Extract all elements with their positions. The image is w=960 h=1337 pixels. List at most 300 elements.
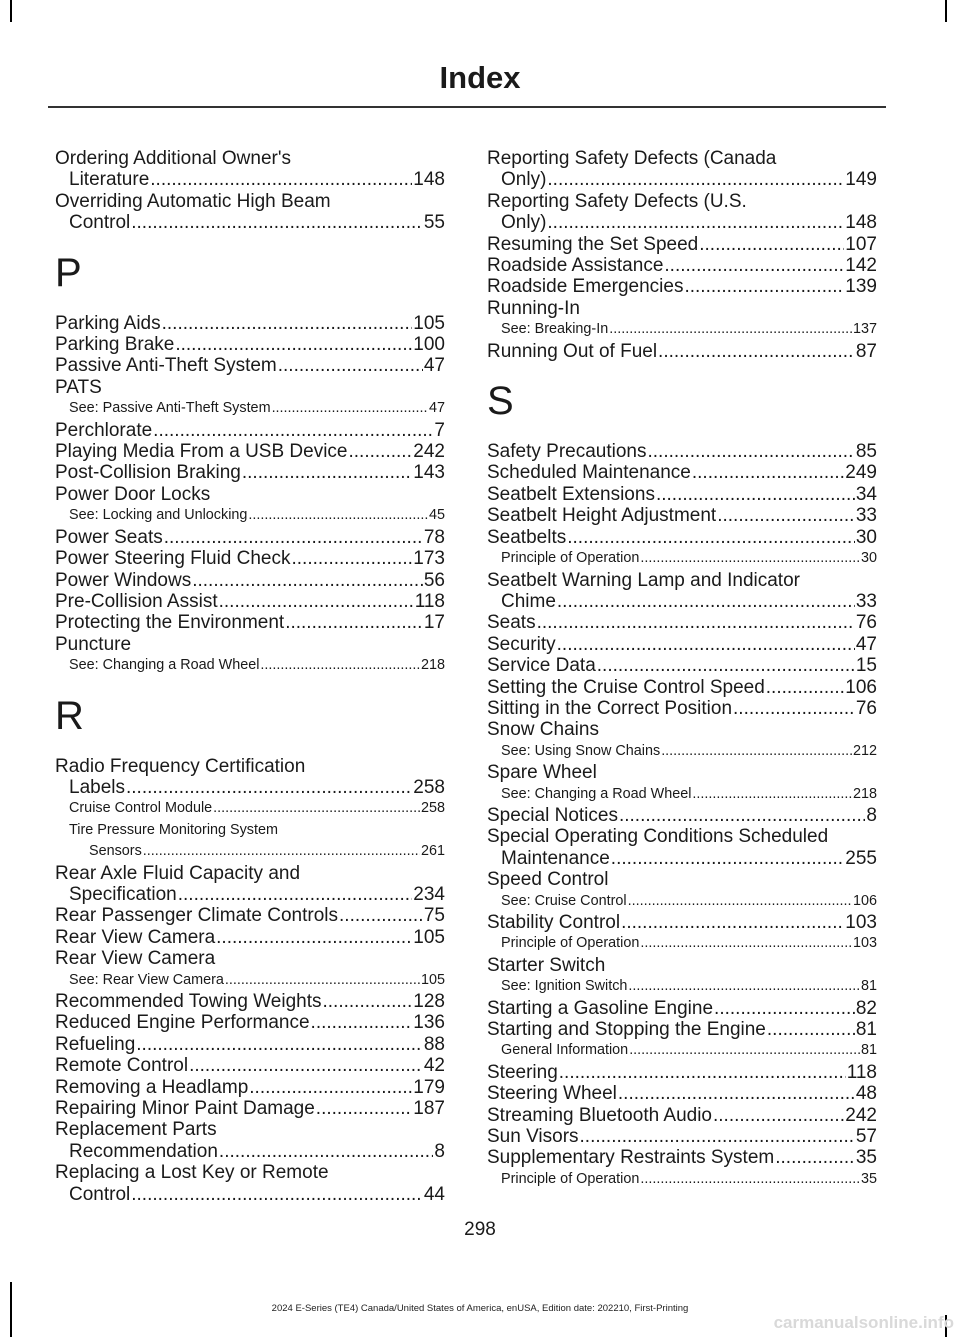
index-heading: [55, 948, 445, 969]
index-entry-line: [487, 1126, 877, 1147]
index-entry-line: [55, 1119, 445, 1140]
index-heading-line: [55, 377, 445, 398]
index-entry-text: Roadside Assistance: [487, 255, 664, 277]
dot-leader: [547, 212, 844, 233]
index-entry-text: Reporting Safety Defects (U.S.: [487, 190, 747, 212]
index-entry-text: Seatbelt Height Adjustment: [487, 505, 717, 527]
index-subentry-line: [69, 505, 445, 526]
index-entry-line: [487, 826, 877, 847]
index-heading: [55, 484, 445, 505]
index-entry-line: [487, 655, 877, 676]
index-subentry-text: See: Breaking-In: [501, 321, 609, 338]
page-ref: 45: [428, 507, 445, 524]
index-column-right: [487, 148, 877, 1190]
index-entry-line: [487, 527, 877, 548]
index-entry: [487, 441, 877, 462]
dot-leader: [292, 548, 413, 569]
index-entry-line: [55, 548, 445, 569]
index-entry-text: Seatbelts: [487, 526, 567, 548]
index-entry: [487, 912, 877, 933]
index-entry: [55, 1055, 445, 1076]
index-entry-line: [487, 169, 877, 190]
dot-leader: [164, 527, 423, 548]
index-subentry-text: See: Changing a Road Wheel: [501, 785, 692, 802]
page-ref: 35: [860, 1170, 877, 1187]
dot-leader: [150, 169, 412, 190]
page-ref: 87: [855, 340, 877, 362]
page-ref: 7: [434, 419, 445, 441]
index-entry: [487, 634, 877, 655]
index-entry-text: Recommended Towing Weights: [55, 991, 322, 1012]
index-subentry: [487, 976, 877, 997]
index-entry-line: [487, 998, 877, 1019]
index-entry-text: Setting the Cruise Control Speed: [487, 676, 765, 698]
index-entry-text: Literature: [69, 169, 150, 191]
dot-leader: [767, 1019, 855, 1040]
index-entry-text: Special Notices: [487, 804, 618, 826]
index-heading-line: [55, 948, 445, 969]
page-ref: 105: [420, 971, 445, 988]
index-entry-line: [55, 1012, 445, 1033]
index-entry-line: [487, 341, 877, 362]
dot-leader: [664, 255, 844, 276]
index-heading: [487, 869, 877, 890]
index-entry-text: Reduced Engine Performance: [55, 1012, 310, 1034]
page-ref: 137: [852, 321, 877, 338]
index-subentry-text: See: Ignition Switch: [501, 978, 628, 995]
index-entry-line: [487, 1019, 877, 1040]
index-heading-text: PATS: [55, 376, 102, 398]
index-heading-text: Rear View Camera: [55, 948, 216, 970]
index-subentry: [487, 891, 877, 912]
index-entry-text: Sensors: [89, 843, 142, 860]
page-ref: 255: [845, 847, 877, 869]
index-entry-line: [487, 276, 877, 297]
page-ref: 106: [845, 676, 877, 698]
index-entry-line: [487, 148, 877, 169]
index-heading-line: [487, 955, 877, 976]
index-entry: [55, 334, 445, 355]
index-entry-line: [55, 991, 445, 1012]
index-entry: [487, 462, 877, 483]
index-entry-line: [55, 527, 445, 548]
index-entry: [487, 612, 877, 633]
index-entry-text: Sitting in the Correct Position: [487, 697, 733, 719]
index-subentry: [55, 505, 445, 526]
page-ref: 242: [413, 441, 445, 463]
index-subentry-text: Cruise Control Module: [69, 800, 213, 817]
dot-leader: [311, 1012, 413, 1033]
index-entry: [487, 484, 877, 505]
index-subentry-line: [501, 891, 877, 912]
index-entry-line: [55, 355, 445, 376]
index-entry-text: Only): [501, 212, 547, 234]
page-ref: 148: [413, 169, 445, 191]
dot-leader: [136, 1034, 423, 1055]
index-entry-line: [487, 1105, 877, 1126]
dot-leader: [131, 1184, 423, 1205]
index-heading-line: [487, 869, 877, 890]
dot-leader: [192, 570, 423, 591]
page-ref: 107: [845, 233, 877, 255]
index-subentry: [55, 398, 445, 419]
index-entry-line: [487, 234, 877, 255]
dot-leader: [656, 484, 855, 505]
index-subentry: [487, 933, 877, 954]
index-heading-line: [487, 298, 877, 319]
index-entry-text: Tire Pressure Monitoring System: [69, 821, 278, 838]
index-entry-text: Playing Media From a USB Device: [55, 441, 348, 463]
dot-leader: [661, 741, 852, 762]
index-subentry-line: [501, 976, 877, 997]
index-entry-text: Seatbelt Warning Lamp and Indicator: [487, 569, 800, 591]
index-entry: [487, 698, 877, 719]
page-ref: 30: [860, 550, 877, 567]
index-entry-text: Service Data: [487, 655, 596, 677]
index-entry-text: Power Steering Fluid Check: [55, 548, 291, 570]
index-entry: [487, 527, 877, 548]
page-ref: 139: [845, 276, 877, 298]
index-subentry-text: See: Using Snow Chains: [501, 742, 661, 759]
index-heading-line: [55, 634, 445, 655]
index-entry-text: Post-Collision Braking: [55, 462, 241, 484]
index-entry-line: [55, 148, 445, 169]
index-entry: [55, 148, 445, 191]
page-ref: 118: [846, 1061, 877, 1083]
page-ref: 103: [845, 912, 877, 933]
page-ref: 103: [852, 935, 877, 952]
index-entry-text: Protecting the Environment: [55, 612, 285, 634]
index-entry: [55, 905, 445, 926]
dot-leader: [567, 527, 855, 548]
page-ref: 48: [855, 1083, 877, 1105]
dot-leader: [189, 1055, 423, 1076]
page-ref: 47: [855, 633, 877, 655]
index-entry-text: Chime: [501, 590, 556, 612]
dot-leader: [175, 334, 412, 355]
index-entry: [55, 191, 445, 234]
index-entry-text: Rear Passenger Climate Controls: [55, 905, 339, 927]
index-entry: [487, 805, 877, 826]
index-subentry-line: [501, 933, 877, 954]
page-ref: 33: [855, 505, 877, 527]
index-entry-text: Steering Wheel: [487, 1083, 617, 1105]
page-ref: 56: [423, 569, 445, 591]
index-entry-text: Seats: [487, 612, 536, 634]
index-entry-text: Supplementary Restraints System: [487, 1147, 775, 1169]
index-entry-line: [55, 1055, 445, 1076]
index-subentry-line: [501, 548, 877, 569]
index-heading: [55, 634, 445, 655]
index-entry-line: [487, 462, 877, 483]
index-subentry-text: See: Passive Anti-Theft System: [69, 400, 271, 417]
index-heading-text: Power Door Locks: [55, 483, 211, 505]
index-entry-text: Scheduled Maintenance: [487, 462, 691, 484]
dot-leader: [547, 169, 844, 190]
index-entry: [55, 313, 445, 334]
index-entry-text: Rear View Camera: [55, 926, 216, 948]
index-heading-text: Running-In: [487, 297, 580, 319]
index-subentry-text: Principle of Operation: [501, 550, 640, 567]
dot-leader: [658, 341, 855, 362]
index-heading-line: [487, 719, 877, 740]
dot-leader: [339, 905, 423, 926]
dot-leader: [618, 1083, 855, 1104]
index-entry-line: [487, 677, 877, 698]
dot-leader: [629, 1040, 860, 1061]
dot-leader: [162, 313, 413, 334]
page-ref: 81: [860, 1042, 877, 1059]
index-subentry-line: [501, 319, 877, 340]
dot-leader: [225, 970, 420, 991]
index-entry-text: Removing a Headlamp: [55, 1076, 249, 1098]
index-entry-line: [487, 1147, 877, 1168]
index-entry-line: [69, 820, 445, 841]
index-subentry-text: General Information: [501, 1042, 629, 1059]
page-title: Index: [439, 60, 521, 95]
page-ref: 34: [855, 483, 877, 505]
dot-leader: [126, 777, 412, 798]
dot-leader: [640, 548, 860, 569]
index-entry: [487, 276, 877, 297]
page-ref: 57: [855, 1126, 877, 1148]
section-letter: P: [55, 250, 82, 295]
header-divider: [48, 106, 886, 108]
index-entry-text: Recommendation: [69, 1140, 218, 1162]
index-entry: [487, 1062, 877, 1083]
index-entry: [55, 441, 445, 462]
page-ref: 35: [855, 1147, 877, 1169]
dot-leader: [733, 698, 855, 719]
index-entry-line: [487, 612, 877, 633]
index-entry: [487, 505, 877, 526]
index-entry: [487, 677, 877, 698]
dot-leader: [580, 1126, 855, 1147]
index-entry-line: [487, 212, 877, 233]
dot-leader: [216, 927, 412, 948]
index-entry-line: [55, 591, 445, 612]
crop-mark-top-left-vertical: [10, 0, 12, 22]
index-entry-line: [55, 313, 445, 334]
dot-leader: [278, 355, 423, 376]
index-entry-text: Safety Precautions: [487, 441, 647, 463]
index-subentry: [487, 1040, 877, 1061]
index-entry: [55, 527, 445, 548]
page-ref: 105: [413, 312, 445, 334]
index-entry-line: [55, 1141, 445, 1162]
index-entry: [487, 1147, 877, 1168]
index-subentry: [55, 820, 445, 863]
page-ref: 212: [852, 742, 877, 759]
index-entry-text: Power Seats: [55, 526, 163, 548]
index-entry-line: [55, 1184, 445, 1205]
index-heading-line: [487, 762, 877, 783]
watermark: carmanualsonline.info: [773, 1313, 954, 1332]
index-entry: [487, 998, 877, 1019]
index-entry-line: [55, 169, 445, 190]
index-entry-text: Seatbelt Extensions: [487, 483, 655, 505]
index-heading-text: Starter Switch: [487, 954, 606, 976]
index-entry-line: [55, 863, 445, 884]
page-ref: 105: [413, 926, 445, 948]
page-ref: 76: [855, 612, 877, 634]
page-ref: 148: [845, 212, 877, 234]
page-ref: 17: [423, 612, 445, 634]
dot-leader: [537, 612, 855, 633]
index-subentry: [487, 319, 877, 340]
index-entry-line: [55, 612, 445, 633]
index-entry-text: Labels: [69, 776, 125, 798]
index-entry-line: [487, 912, 877, 933]
index-entry: [55, 612, 445, 633]
page-ref: 242: [845, 1104, 877, 1126]
crop-mark-top-right-vertical: [945, 0, 947, 22]
index-entry-text: Roadside Emergencies: [487, 276, 684, 298]
index-entry-line: [487, 1083, 877, 1104]
index-entry-text: Control: [69, 212, 131, 234]
index-entry-line: [55, 905, 445, 926]
dot-leader: [285, 612, 423, 633]
index-entry-text: Pre-Collision Assist: [55, 590, 218, 612]
index-entry: [55, 1119, 445, 1162]
index-heading-text: Puncture: [55, 633, 132, 655]
index-entry: [487, 1083, 877, 1104]
dot-leader: [619, 805, 865, 826]
index-entry-text: Remote Control: [55, 1055, 189, 1077]
index-entry-line: [487, 634, 877, 655]
index-entry-text: Repairing Minor Paint Damage: [55, 1098, 315, 1120]
index-entry-text: Stability Control: [487, 912, 621, 933]
index-entry-text: Ordering Additional Owner's: [55, 148, 291, 169]
page-ref: 47: [428, 400, 445, 417]
index-subentry: [487, 741, 877, 762]
page-ref: 249: [845, 462, 877, 484]
page-ref: 81: [855, 1019, 877, 1041]
index-entry-line: [487, 1062, 877, 1083]
index-entry-line: [55, 1098, 445, 1119]
dot-leader: [628, 976, 860, 997]
index-entry-line: [487, 505, 877, 526]
dot-leader: [714, 998, 855, 1019]
index-subentry-text: See: Cruise Control: [501, 892, 627, 909]
dot-leader: [559, 1062, 846, 1083]
dot-leader: [213, 798, 420, 819]
index-entry: [487, 826, 877, 869]
page-ref: 30: [855, 526, 877, 548]
index-entry: [55, 991, 445, 1012]
page-ref: 118: [414, 590, 445, 612]
index-entry-line: [55, 191, 445, 212]
page-ref: 218: [420, 657, 445, 674]
page-ref: 100: [413, 334, 445, 356]
index-entry-line: [55, 756, 445, 777]
dot-leader: [775, 1147, 855, 1168]
index-entry: [55, 420, 445, 441]
index-entry-line: [487, 698, 877, 719]
dot-leader: [699, 234, 844, 255]
index-entry: [55, 591, 445, 612]
page-ref: 8: [866, 804, 877, 826]
index-subentry-line: [69, 798, 445, 819]
index-subentry-text: Principle of Operation: [501, 935, 640, 952]
page-ref: 47: [423, 355, 445, 377]
index-entry-line: [487, 591, 877, 612]
index-entry-line: [487, 255, 877, 276]
dot-leader: [349, 441, 413, 462]
index-entry-line: [487, 805, 877, 826]
index-entry: [487, 148, 877, 191]
dot-leader: [647, 441, 854, 462]
index-entry-text: Replacement Parts: [55, 1119, 217, 1141]
index-heading: [487, 762, 877, 783]
index-entry-line: [55, 212, 445, 233]
index-entry-text: Refueling: [55, 1033, 136, 1055]
index-subentry-line: [69, 655, 445, 676]
index-entry: [55, 1012, 445, 1033]
index-entry-text: Maintenance: [501, 847, 610, 869]
index-heading: [487, 298, 877, 319]
index-entry: [487, 341, 877, 362]
dot-leader: [178, 884, 413, 905]
index-entry-line: [55, 441, 445, 462]
index-entry: [55, 1098, 445, 1119]
page-ref: 142: [845, 255, 877, 277]
index-subentry-line: [501, 784, 877, 805]
page-ref: 187: [413, 1098, 445, 1120]
index-subentry-line: [501, 1040, 877, 1061]
page-ref: 143: [413, 462, 445, 484]
index-entry-line: [55, 777, 445, 798]
index-heading: [487, 719, 877, 740]
index-entry-line: [55, 1034, 445, 1055]
index-entry-text: Steering: [487, 1061, 558, 1083]
dot-leader: [713, 1105, 844, 1126]
dot-leader: [143, 841, 420, 862]
index-entry-line: [55, 334, 445, 355]
page-ref: 33: [855, 590, 877, 612]
index-entry-line: [55, 462, 445, 483]
dot-leader: [597, 655, 855, 676]
index-subentry-line: [69, 398, 445, 419]
section-letter: R: [55, 693, 84, 738]
index-entry: [55, 927, 445, 948]
dot-leader: [242, 462, 412, 483]
dot-leader: [557, 634, 855, 655]
index-subentry-line: [501, 741, 877, 762]
index-subentry-text: See: Changing a Road Wheel: [69, 657, 260, 674]
index-entry: [487, 1105, 877, 1126]
dot-leader: [717, 505, 855, 526]
index-entry-line: [487, 441, 877, 462]
index-entry-text: Resuming the Set Speed: [487, 233, 699, 255]
index-entry: [487, 1019, 877, 1040]
index-subentry: [55, 798, 445, 819]
page-ref: 81: [860, 978, 877, 995]
index-entry: [55, 570, 445, 591]
page-ref: 106: [852, 892, 877, 909]
dot-leader: [153, 420, 433, 441]
index-entry-line: [69, 841, 445, 862]
index-heading-line: [55, 484, 445, 505]
page-ref: 75: [423, 905, 445, 927]
index-entry-line: [55, 1162, 445, 1183]
index-entry: [55, 1077, 445, 1098]
index-heading-text: Snow Chains: [487, 719, 599, 741]
index-entry: [55, 863, 445, 906]
dot-leader: [611, 848, 845, 869]
index-entry-line: [55, 927, 445, 948]
dot-leader: [316, 1098, 413, 1119]
